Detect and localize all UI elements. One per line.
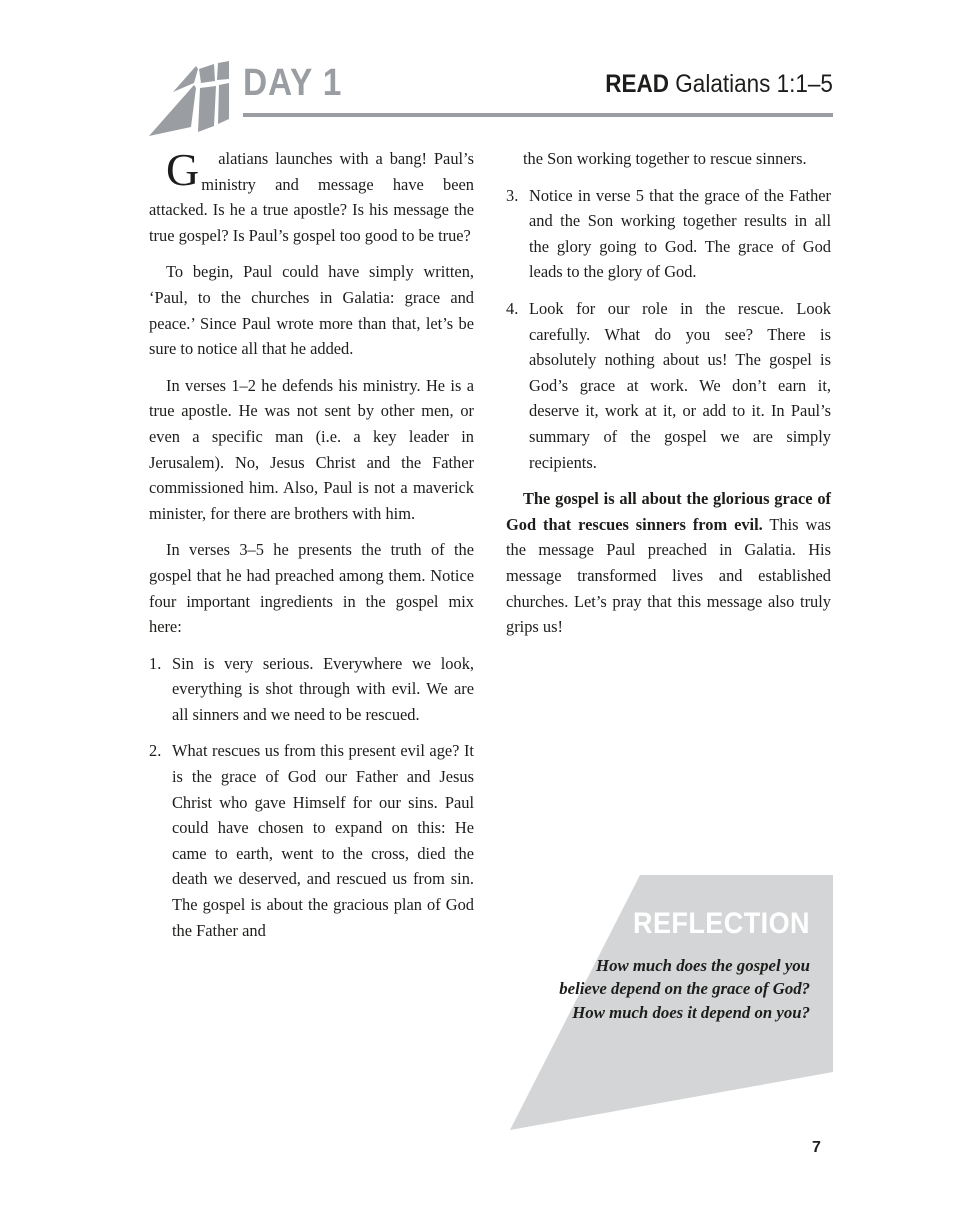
list-item [149,651,474,728]
closing-bold-lead: The gospel is all about the glorious grace of God that rescues sinners from evil. [506,489,831,534]
read-label: READ [605,70,670,98]
day-title: DAY 1 [243,62,343,104]
gospel-ingredients-list-part2 [506,183,831,476]
angled-cross-logo-icon [148,60,230,138]
read-reference-line [605,72,833,97]
paragraph-4: In verses 3–5 he presents the truth of the gospel that he had preached among them. Notice four important ingredients in the gospel mix here: [149,540,474,637]
reflection-question: How much does the gospel you believe depend on the grace of God? How much does it depend on you? [559,955,810,1022]
paragraph-opening-text: alatians launches with a bang! Paul’s ministry and message have been attacked. Is he a true apostle? Is his message the true gospel? Is Paul’s gospel too good to be true? [149,149,474,245]
page-number: 7 [812,1139,821,1156]
list-item [506,296,831,475]
paragraph-2: To begin, Paul could have simply written, ‘Paul, to the churches in Galatia: grace and peace.’ Since Paul wrote more than that, let’s be sure to notice all that he added. [149,262,474,359]
paragraph-3: In verses 1–2 he defends his ministry. He is a true apostle. He was not sent by other men, or even a specific man (i.e. a key leader in Jerusalem). No, Jesus Christ and the Father commissioned him. Also, Paul is not a maverick minister, for there are brothers with him. [149,375,474,523]
list-item-text: What rescues us from this present evil age? It is the grace of God our Father and Jesus Christ who gave Himself for our sins. Paul could have chosen to expand on this: He came to earth, went to the cross, died the death we deserved, and rescued us from sin. The gospel is about the gracious plan of God the Father and [172,741,474,940]
paragraph-continuation: the Son working together to rescue sinners. [523,149,807,168]
reflection-callout [495,860,845,1150]
paragraph-opening [149,146,474,248]
list-item-text: Sin is very serious. Everywhere we look, everything is shot through with evil. We are all sinners and we need to be rescued. [172,653,474,724]
list-item [149,738,474,943]
list-item-number: 4. [506,298,519,318]
list-item-text: Notice in verse 5 that the grace of the Father and the Son working together results in all the glory going to God. The grace of God leads to the glory of God. [529,185,831,282]
reflection-content [555,908,810,1024]
list-item-number: 1. [149,653,162,673]
list-item-number: 2. [149,741,162,761]
header-divider [243,113,833,117]
drop-cap: G [166,144,200,195]
list-item-text: Look for our role in the rescue. Look carefully. What do you see? There is absolutely nothing about us! The gospel is God’s grace at work. We don’t earn it, deserve it, work at it, or add to it. In Paul’s summary of the gospel we are simply recipients. [529,298,831,472]
reflection-heading: REFLECTION [632,907,810,940]
closing-rest-text: This was the message Paul preached in Galatia. His message transformed lives and established churches. Let’s pray that this message also truly grips us! [506,514,831,637]
list-item [506,183,831,285]
list-item-number: 3. [506,185,519,205]
right-text-column [506,146,831,651]
page-header [148,58,833,138]
paragraph-closing [506,486,831,640]
left-text-column [149,146,474,943]
scripture-reference: Galatians 1:1–5 [675,70,833,98]
gospel-ingredients-list-part1 [149,651,474,944]
